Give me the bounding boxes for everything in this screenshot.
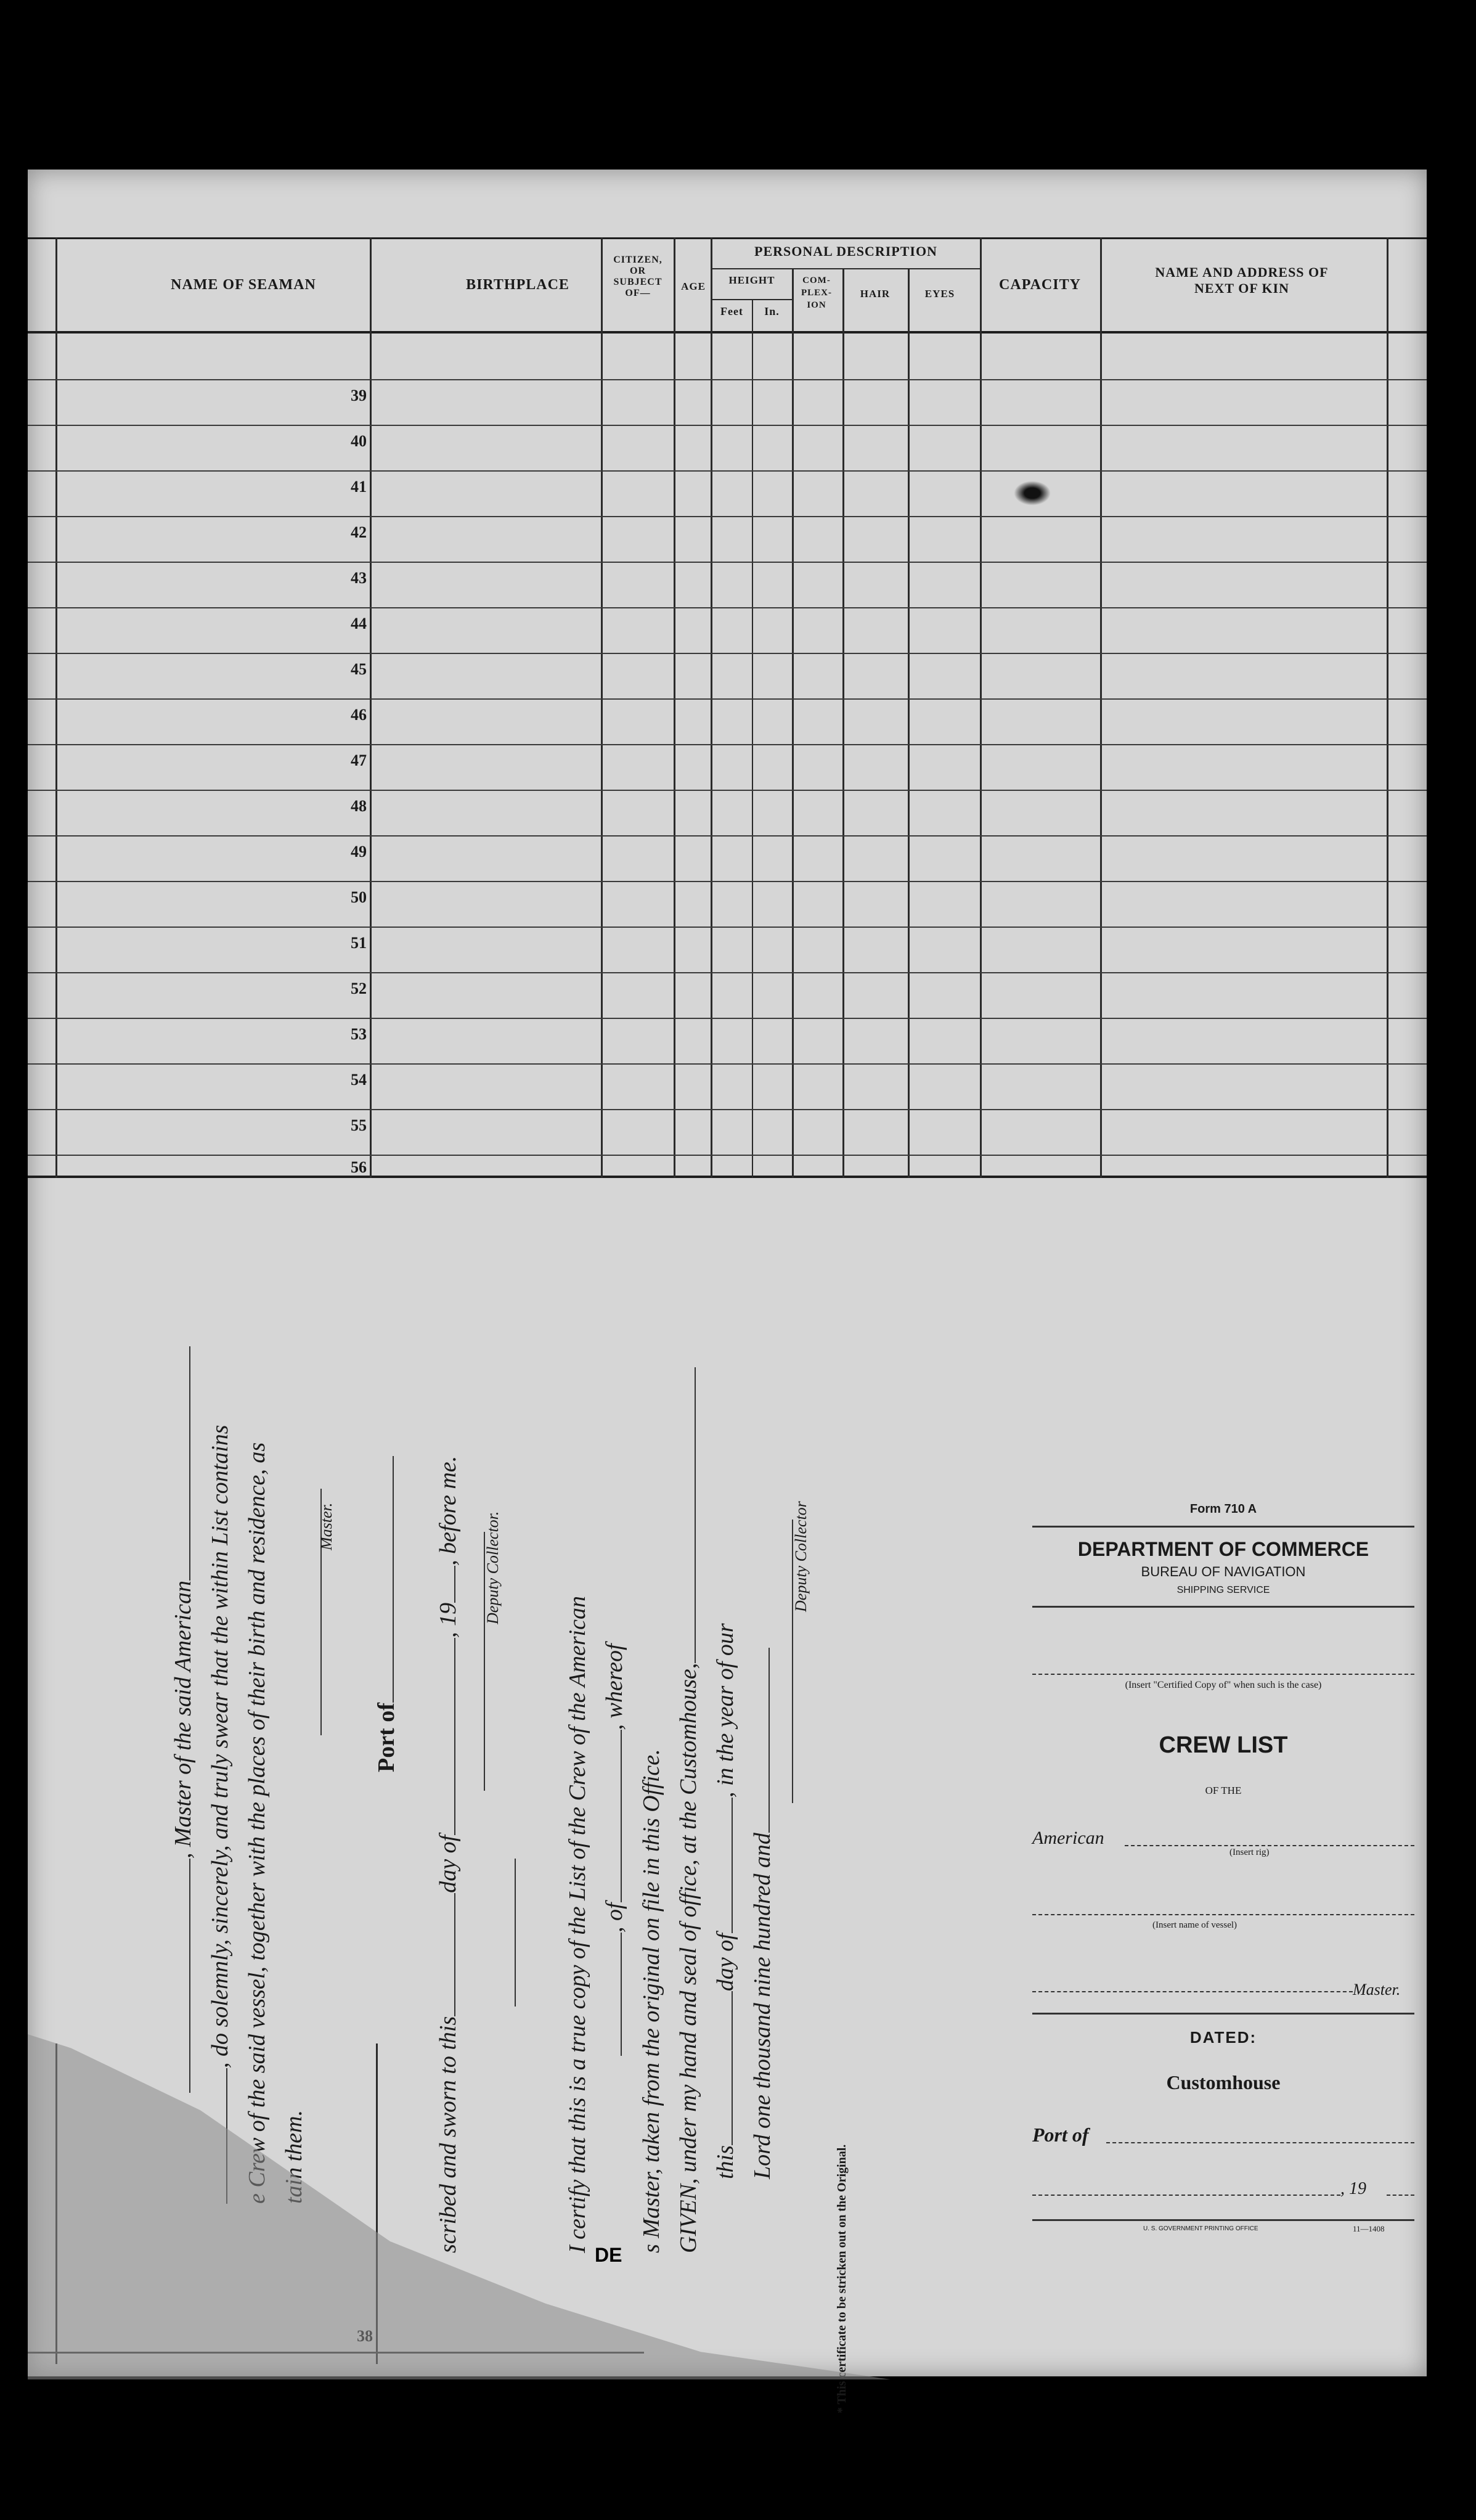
header-age: AGE (681, 280, 706, 292)
header-citizen: CITIZEN, OR SUBJECT OF— (613, 255, 663, 298)
department-title: DEPARTMENT OF COMMERCE (1077, 1538, 1369, 1560)
row-number: 39 (351, 387, 367, 404)
row-number: 52 (351, 980, 367, 997)
master-signature-label: Master. (317, 1502, 335, 1550)
service-title: SHIPPING SERVICE (1176, 1585, 1270, 1595)
row-number: 56 (351, 1158, 367, 1176)
cover-master-label: Master. (1353, 1981, 1401, 1998)
header-next-of-kin: NAME AND ADDRESS OF NEXT OF KIN (1155, 264, 1329, 296)
crew-table (28, 237, 1427, 1180)
insert-rig-note: (Insert rig) (1229, 1847, 1270, 1857)
row-number: 51 (351, 934, 367, 952)
row-number: 55 (351, 1116, 367, 1134)
oath-line-3: e Crew of the said vessel, together with the places of their birth and residence, as (244, 1442, 270, 2204)
header-personal-description: PERSONAL DESCRIPTION (754, 243, 937, 259)
subscribed-line: scribed and sworn to thisday of, 19, before me. (435, 1455, 461, 2253)
row-number: 42 (351, 523, 367, 541)
certify-line-2: , of, whereof (601, 1643, 628, 2056)
stamp-mark: DE (595, 2244, 622, 2266)
oath-line-4: tain them. (281, 2110, 307, 2204)
header-capacity: CAPACITY (999, 277, 1081, 293)
row-number: 46 (351, 706, 367, 724)
ink-blot (1014, 481, 1051, 505)
header-hair: HAIR (860, 288, 891, 300)
row-number: 40 (351, 432, 367, 450)
insert-name-note: (Insert name of vessel) (1152, 1920, 1237, 1930)
row-number: 44 (351, 615, 367, 632)
header-feet: Feet (720, 305, 743, 317)
printer-note: U. S. GOVERNMENT PRINTING OFFICE (1143, 2225, 1258, 2232)
port-of-label: Port of (373, 1456, 400, 1772)
crew-list-title: CREW LIST (1159, 1732, 1288, 1758)
cover-year-label: , 19 (1340, 2179, 1366, 2198)
american-label: American (1032, 1828, 1104, 1848)
form-number: Form 710 A (1189, 1502, 1257, 1516)
bureau-title: BUREAU OF NAVIGATION (1141, 1564, 1306, 1579)
header-name-of-seaman: NAME OF SEAMAN (171, 277, 316, 293)
row-number: 50 (351, 888, 367, 906)
given-line: GIVEN, under my hand and seal of office, at the Customhouse, (675, 1367, 702, 2253)
row-number: 53 (351, 1025, 367, 1043)
cover-panel (1032, 1502, 1414, 2284)
row-number: 47 (351, 751, 367, 769)
oath-line-2: , do solemnly, sincerely, and truly swear that the within List contains (206, 1425, 234, 2204)
oath-line-1: , Master of the said American (169, 1346, 197, 2093)
certify-line-3: s Master, taken from the original on file in this Office. (638, 1749, 664, 2253)
header-birthplace: BIRTHPLACE (466, 277, 569, 293)
row-number: 43 (351, 569, 367, 587)
header-eyes: EYES (924, 288, 955, 300)
cover-port-of-label: Port of (1032, 2124, 1089, 2146)
row-number: 54 (351, 1071, 367, 1089)
row-number: 49 (351, 843, 367, 861)
row-number: 48 (351, 797, 367, 815)
customhouse-label: Customhouse (1166, 2071, 1281, 2093)
header-height: HEIGHT (728, 274, 775, 286)
of-the-label: OF THE (1205, 1785, 1242, 1796)
header-inches: In. (764, 305, 780, 317)
deputy-collector-label-2: Deputy Collector (792, 1501, 810, 1612)
certified-copy-note: (Insert "Certified Copy of" when such is the case) (1125, 1680, 1322, 1690)
dated-label: DATED: (1189, 2028, 1257, 2047)
row-number: 41 (351, 478, 367, 496)
form-code: 11—1408 (1353, 2224, 1385, 2233)
certify-line: I certify that this is a true copy of the List of the Crew of the American (565, 1596, 590, 2253)
row-number: 45 (351, 660, 367, 678)
given-line-3: Lord one thousand nine hundred and (749, 1648, 776, 2179)
given-line-2: thisday of, in the year of our (712, 1623, 738, 2179)
footnote: * This certificate to be stricken out on the Original. (835, 2144, 849, 2413)
deputy-collector-label-1: Deputy Collector. (484, 1511, 502, 1624)
header-complexion: COM- PLEX- ION (801, 276, 832, 310)
crew-list-page (28, 170, 1427, 2413)
